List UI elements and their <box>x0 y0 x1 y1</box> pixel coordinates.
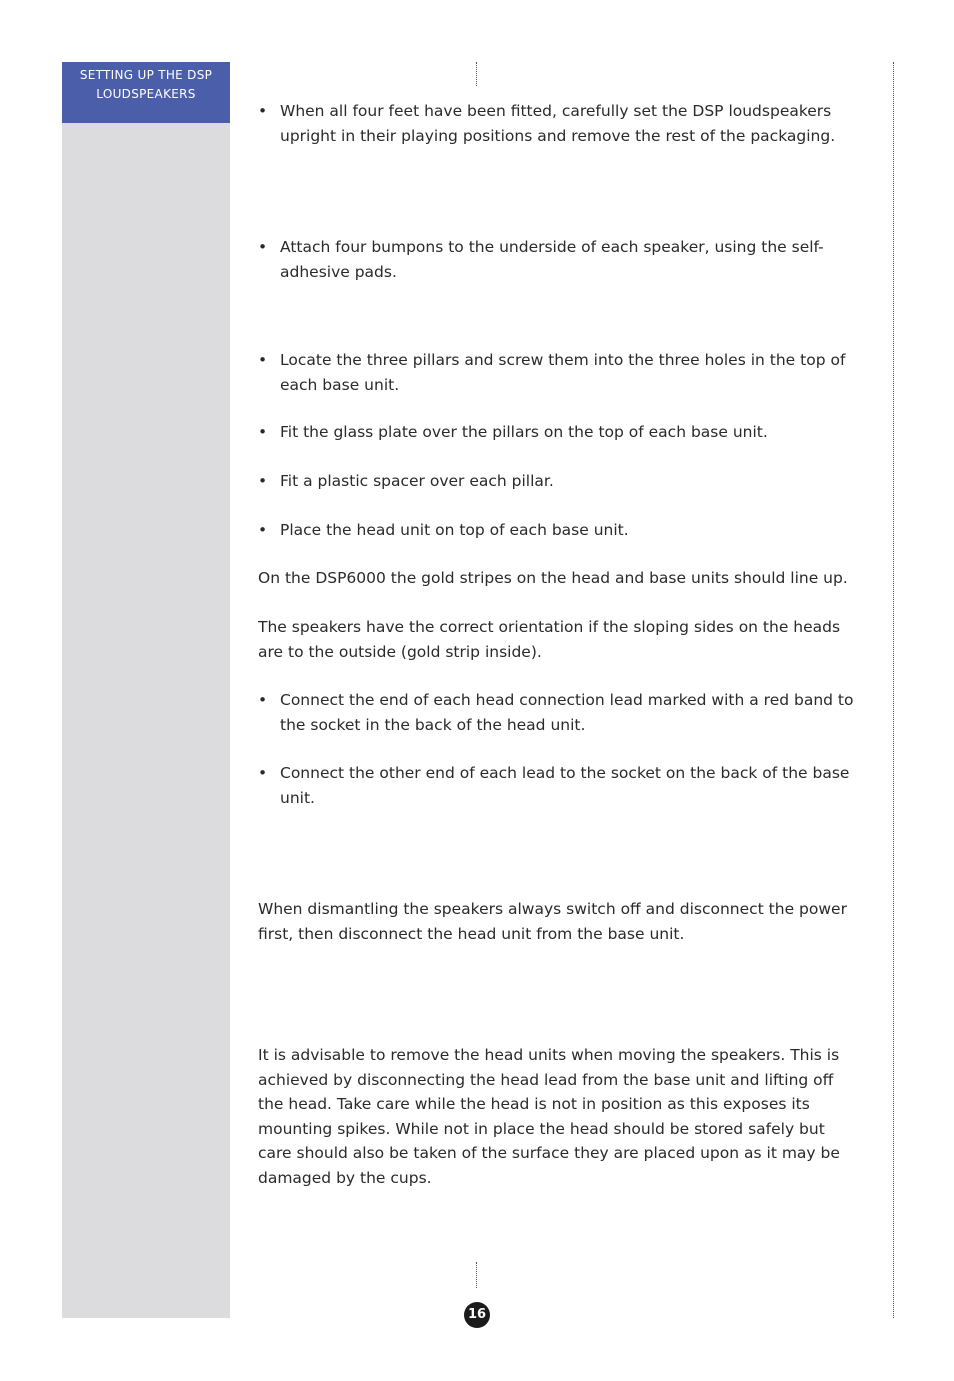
list-item: • Fit a plastic spacer over each pillar. <box>258 469 858 494</box>
list-item: • Connect the end of each head connection lead marked with a red band to the socket in the back of the head unit. <box>258 688 858 737</box>
paragraph: The speakers have the correct orientation if the sloping sides on the heads are to the outside (gold strip inside). <box>258 618 841 661</box>
section-title: SETTING UP THE DSP LOUDSPEAKERS <box>62 62 230 123</box>
paragraph: On the DSP6000 the gold stripes on the head and base units should line up. <box>258 569 848 587</box>
list-item: • Connect the other end of each lead to the socket on the back of the base unit. <box>258 761 858 810</box>
right-margin-line <box>893 62 894 1318</box>
list-item: • Locate the three pillars and screw them into the three holes in the top of each base unit. <box>258 348 858 397</box>
list-item: • When all four feet have been fitted, carefully set the DSP loudspeakers upright in their playing positions and remove the rest of the packaging. <box>258 99 858 148</box>
list-item: • Attach four bumpons to the underside of each speaker, using the self-adhesive pads. <box>258 235 858 284</box>
bottom-divider <box>476 1262 477 1288</box>
paragraph: When dismantling the speakers always switch off and disconnect the power first, then disconnect the head unit from the base unit. <box>258 900 847 943</box>
list-item: • Place the head unit on top of each base unit. <box>258 518 858 543</box>
list-item: • Fit the glass plate over the pillars on the top of each base unit. <box>258 420 858 445</box>
sidebar <box>62 62 230 1318</box>
page-number: 16 <box>464 1302 490 1328</box>
top-divider <box>476 62 477 86</box>
paragraph: It is advisable to remove the head units when moving the speakers. This is achieved by disconnecting the head lead from the base unit and lifting off the head. Take care while the head is not in position as this exposes its mounting spikes. While not in place the head should be stored safely but care should also be taken of the surface they are placed upon as it may be damaged by the cups. <box>258 1046 840 1187</box>
